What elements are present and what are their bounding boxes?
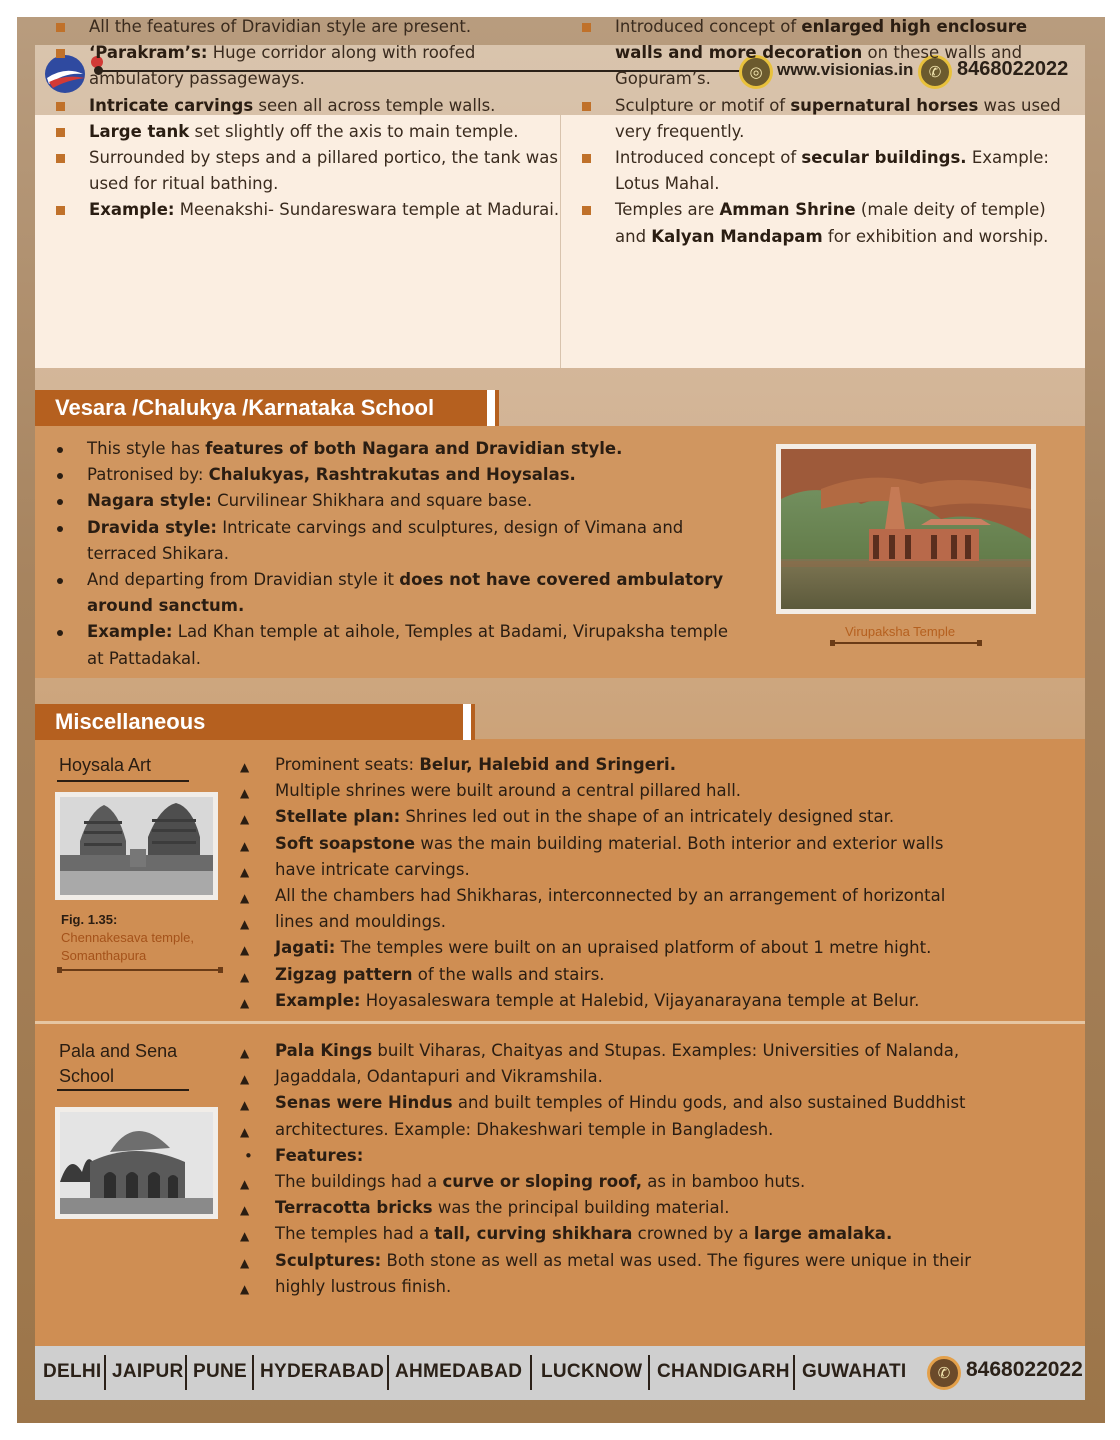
fleur-bullet-icon: ▲ xyxy=(240,1072,250,1087)
vesara-list xyxy=(53,436,743,672)
vesara-item xyxy=(53,515,743,567)
fleur-bullet-icon: ▲ xyxy=(240,1255,250,1270)
bold-text: Belur, Halebid and Sringeri. xyxy=(419,755,676,774)
hoysala-list xyxy=(240,752,1070,1014)
list-text: Both stone as well as metal was used. The figures were unique in their xyxy=(381,1250,972,1270)
list-text: The buildings had a xyxy=(275,1172,443,1192)
list-text: seen all across temple walls. xyxy=(253,95,496,115)
pala-item xyxy=(240,1274,1070,1300)
list-text: Sculpture or motif of xyxy=(615,95,791,115)
list-text: set slightly off the axis to main temple. xyxy=(189,121,519,141)
bold-text: Sculptures: xyxy=(275,1250,382,1270)
fleur-bullet-icon: ▲ xyxy=(240,838,250,853)
phone-icon: ✆ xyxy=(918,55,952,89)
pala-title-underline xyxy=(57,1089,189,1091)
list-text: Introduced concept of xyxy=(615,17,802,36)
bold-text: ‘Parakram’s: xyxy=(89,43,208,63)
footer-separator xyxy=(252,1355,254,1390)
bold-text: does not have covered ambulatory around sanctum. xyxy=(87,570,724,616)
section-title-bar-accent xyxy=(495,390,499,426)
footer-separator xyxy=(185,1355,187,1390)
hoysala-item xyxy=(240,831,1070,857)
dravidian-feature-item xyxy=(55,197,560,223)
list-text: built Viharas, Chaityas and Stupas. Examples: Universities of Nalanda, xyxy=(372,1041,960,1060)
bold-text: Nagara style: xyxy=(87,491,212,511)
bold-text: Senas were Hindus xyxy=(275,1093,453,1113)
list-text: The temples had a xyxy=(275,1224,435,1244)
list-text: Jagaddala, Odantapuri and Vikramshila. xyxy=(275,1067,603,1087)
fig-caption-line2: Somanthapura xyxy=(61,948,147,963)
bold-text: secular buildings. xyxy=(801,148,967,168)
footer-separator xyxy=(387,1355,389,1390)
pala-item xyxy=(240,1169,1070,1195)
hoysala-item xyxy=(240,857,1070,883)
list-text: was used very frequently. xyxy=(615,95,1061,141)
list-text: Hoyasaleswara temple at Halebid, Vijayanarayana temple at Belur. xyxy=(360,990,920,1010)
list-text: Prominent seats: xyxy=(275,755,420,774)
dravidian-feature-item xyxy=(55,40,560,92)
bold-text: Kalyan Mandapam xyxy=(651,226,823,246)
list-text: Example: Lotus Mahal. xyxy=(615,148,1049,194)
list-text: as in bamboo huts. xyxy=(642,1172,806,1192)
list-text: Curvilinear Shikhara and square base. xyxy=(211,491,533,511)
bold-text: Intricate carvings xyxy=(89,95,254,115)
list-text: and built temples of Hindu gods, and also sustained Buddhist xyxy=(452,1093,966,1113)
hoysala-item xyxy=(240,883,1070,909)
fleur-bullet-icon: ▲ xyxy=(240,1229,250,1244)
dravidian-feature-item xyxy=(55,93,560,119)
fleur-bullet-icon: ▲ xyxy=(240,1281,250,1296)
footer-separator xyxy=(530,1355,532,1390)
dravidian-feature-item xyxy=(581,197,1071,249)
footer-city-guwahati[interactable]: GUWAHATI xyxy=(802,1361,907,1382)
bold-text: Dravida style: xyxy=(87,517,217,537)
fleur-bullet-icon: ▲ xyxy=(240,864,250,879)
fleur-bullet-icon: ▲ xyxy=(240,1046,250,1060)
list-text: Meenakshi- Sundareswara temple at Madurai. xyxy=(174,200,560,220)
virupaksha-photo xyxy=(776,444,1036,614)
bold-text: Example: xyxy=(89,200,175,220)
bold-text: Pala Kings xyxy=(275,1041,373,1060)
globe-icon: ◎ xyxy=(739,55,773,89)
list-text: of the walls and stairs. xyxy=(412,964,605,984)
pala-list xyxy=(240,1038,1070,1300)
fleur-bullet-icon: ▲ xyxy=(240,786,250,801)
bold-text: Zigzag pattern xyxy=(275,964,413,984)
list-text: Lad Khan temple at aihole, Temples at Badami, Virupaksha temple at Pattadakal. xyxy=(87,622,729,668)
list-text: was the main building material. Both interior and exterior walls xyxy=(415,833,944,853)
list-text: Patronised by: xyxy=(87,465,209,485)
footer-phone-icon: ✆ xyxy=(927,1356,961,1390)
fleur-bullet-icon: ▲ xyxy=(240,917,250,932)
bold-text: large amalaka. xyxy=(753,1224,893,1244)
hoysala-title-underline xyxy=(57,780,189,782)
dravidian-feature-item xyxy=(55,119,560,145)
bold-text: Chalukyas, Rashtrakutas and Hoysalas. xyxy=(208,465,576,485)
fig-caption-underline xyxy=(57,969,223,971)
bullet-dot-icon: • xyxy=(244,1146,253,1165)
bold-text: features of both Nagara and Dravidian style. xyxy=(205,439,623,458)
footer-separator xyxy=(648,1355,650,1390)
header-phone[interactable]: 8468022022 xyxy=(957,58,1069,80)
bold-text: tall, curving shikhara xyxy=(434,1224,633,1244)
footer-city-lucknow[interactable]: LUCKNOW xyxy=(541,1361,643,1382)
bold-text: Jagati: xyxy=(275,938,336,958)
footer-city-ahmedabad[interactable]: AHMEDABAD xyxy=(395,1361,523,1382)
bold-text: Soft soapstone xyxy=(275,833,416,853)
bold-text: Terracotta bricks xyxy=(275,1198,433,1218)
fleur-bullet-icon: ▲ xyxy=(240,1177,250,1192)
list-text: lines and mouldings. xyxy=(275,912,446,932)
pala-item xyxy=(240,1195,1070,1221)
vesara-item xyxy=(53,436,743,462)
bold-text: Large tank xyxy=(89,121,190,141)
fleur-bullet-icon: ▲ xyxy=(240,1124,250,1139)
list-text: Introduced concept of xyxy=(615,148,802,168)
fleur-bullet-icon: ▲ xyxy=(240,812,250,827)
vesara-section-title: Vesara /Chalukya /Karnataka School xyxy=(35,390,487,426)
list-text: Temples are xyxy=(615,200,720,220)
section-title-bar-accent xyxy=(471,704,475,740)
footer-city-pune[interactable]: PUNE xyxy=(193,1361,247,1382)
section-title-bar xyxy=(463,704,471,740)
dravidian-feature-item xyxy=(55,145,560,197)
list-text: All the chambers had Shikharas, interconnected by an arrangement of horizontal xyxy=(275,886,946,906)
pala-item xyxy=(240,1090,1070,1116)
list-text: Shrines led out in the shape of an intricately designed star. xyxy=(400,807,895,827)
hoysala-item xyxy=(240,778,1070,804)
fleur-bullet-icon: ▲ xyxy=(240,943,250,958)
misc-section-title: Miscellaneous xyxy=(35,704,463,740)
dravidian-feature-item xyxy=(581,145,1071,197)
list-text: crowned by a xyxy=(632,1224,754,1244)
list-text: Intricate carvings and sculptures, design of Vimana and terraced Shikara. xyxy=(87,517,684,563)
bold-text: Example: xyxy=(87,622,173,642)
virupaksha-caption: Virupaksha Temple xyxy=(845,624,956,639)
pala-item xyxy=(240,1248,1070,1274)
dravidian-feature-item xyxy=(55,14,560,40)
list-text: highly lustrous finish. xyxy=(275,1276,452,1296)
dravidian-right-column xyxy=(581,14,1071,250)
footer-separator xyxy=(793,1355,795,1390)
dravidian-feature-item xyxy=(581,93,1071,145)
list-text: Multiple shrines were built around a central pillared hall. xyxy=(275,781,742,801)
fleur-bullet-icon: ▲ xyxy=(240,760,250,774)
caption-underline xyxy=(830,642,982,644)
footer-city-hyderabad[interactable]: HYDERABAD xyxy=(260,1361,385,1382)
section-title-bar xyxy=(487,390,495,426)
footer-city-jaipur[interactable]: JAIPUR xyxy=(112,1361,184,1382)
pala-item xyxy=(240,1117,1070,1143)
list-text: The temples were built on an upraised platform of about 1 metre hight. xyxy=(335,938,932,958)
list-text: (male deity of temple) and xyxy=(615,200,1046,246)
pala-item xyxy=(240,1038,1070,1064)
pala-item xyxy=(240,1143,1070,1169)
fleur-bullet-icon: ▲ xyxy=(240,995,250,1010)
dravidian-feature-item xyxy=(581,14,1071,93)
list-text: have intricate carvings. xyxy=(275,859,470,879)
hoysala-title: Hoysala Art xyxy=(59,755,152,775)
pala-title-line1: Pala and Sena xyxy=(59,1041,178,1061)
footer-city-delhi[interactable]: DELHI xyxy=(43,1361,102,1382)
fleur-bullet-icon: ▲ xyxy=(240,1098,250,1113)
list-text: This style has xyxy=(87,439,206,458)
footer-phone[interactable]: 8468022022 xyxy=(966,1358,1083,1381)
list-text: on these walls and Gopuram’s. xyxy=(615,43,1023,89)
hoysala-item xyxy=(240,962,1070,988)
list-text: architectures. Example: Dhakeshwari temple in Bangladesh. xyxy=(275,1119,774,1139)
hoysala-item xyxy=(240,909,1070,935)
pala-item xyxy=(240,1221,1070,1247)
misc-divider xyxy=(35,1021,1085,1024)
bold-text: Amman Shrine xyxy=(719,200,856,220)
list-text: Surrounded by steps and a pillared portico, the tank was used for ritual bathing. xyxy=(89,148,558,194)
column-divider xyxy=(560,115,561,368)
bold-text: enlarged high enclosure walls and more decoration xyxy=(615,17,1028,63)
dhakeshwari-photo xyxy=(55,1107,218,1219)
pala-item xyxy=(240,1064,1070,1090)
vesara-item xyxy=(53,567,743,619)
vesara-item xyxy=(53,462,743,488)
vesara-item xyxy=(53,619,743,671)
bold-text: supernatural horses xyxy=(790,95,979,115)
bold-text: Features: xyxy=(275,1145,364,1165)
list-text: was the principal building material. xyxy=(432,1198,730,1218)
hoysala-item xyxy=(240,988,1070,1014)
fleur-bullet-icon: ▲ xyxy=(240,969,250,984)
hoysala-item xyxy=(240,935,1070,961)
pala-title-line2: School xyxy=(59,1066,115,1086)
fleur-bullet-icon: ▲ xyxy=(240,891,250,906)
fleur-bullet-icon: ▲ xyxy=(240,1203,250,1218)
vesara-item xyxy=(53,488,743,514)
bold-text: Example: xyxy=(275,990,361,1010)
list-text: for exhibition and worship. xyxy=(822,226,1049,246)
footer-separator xyxy=(104,1355,106,1390)
website-link[interactable]: www.visionias.in xyxy=(777,60,914,79)
bold-text: curve or sloping roof, xyxy=(442,1172,643,1192)
hoysala-item xyxy=(240,804,1070,830)
list-text: All the features of Dravidian style are present. xyxy=(89,17,472,36)
fig-label: Fig. 1.35: xyxy=(61,912,118,927)
bold-text: Stellate plan: xyxy=(275,807,401,827)
hoysala-item xyxy=(240,752,1070,778)
footer-city-chandigarh[interactable]: CHANDIGARH xyxy=(657,1361,790,1382)
list-text: And departing from Dravidian style it xyxy=(87,570,400,590)
fig-caption-line1: Chennakesava temple, xyxy=(61,930,194,945)
list-text: Huge corridor along with roofed ambulatory passageways. xyxy=(89,43,476,89)
dravidian-left-column xyxy=(55,14,560,224)
chennakesava-photo xyxy=(55,792,218,900)
